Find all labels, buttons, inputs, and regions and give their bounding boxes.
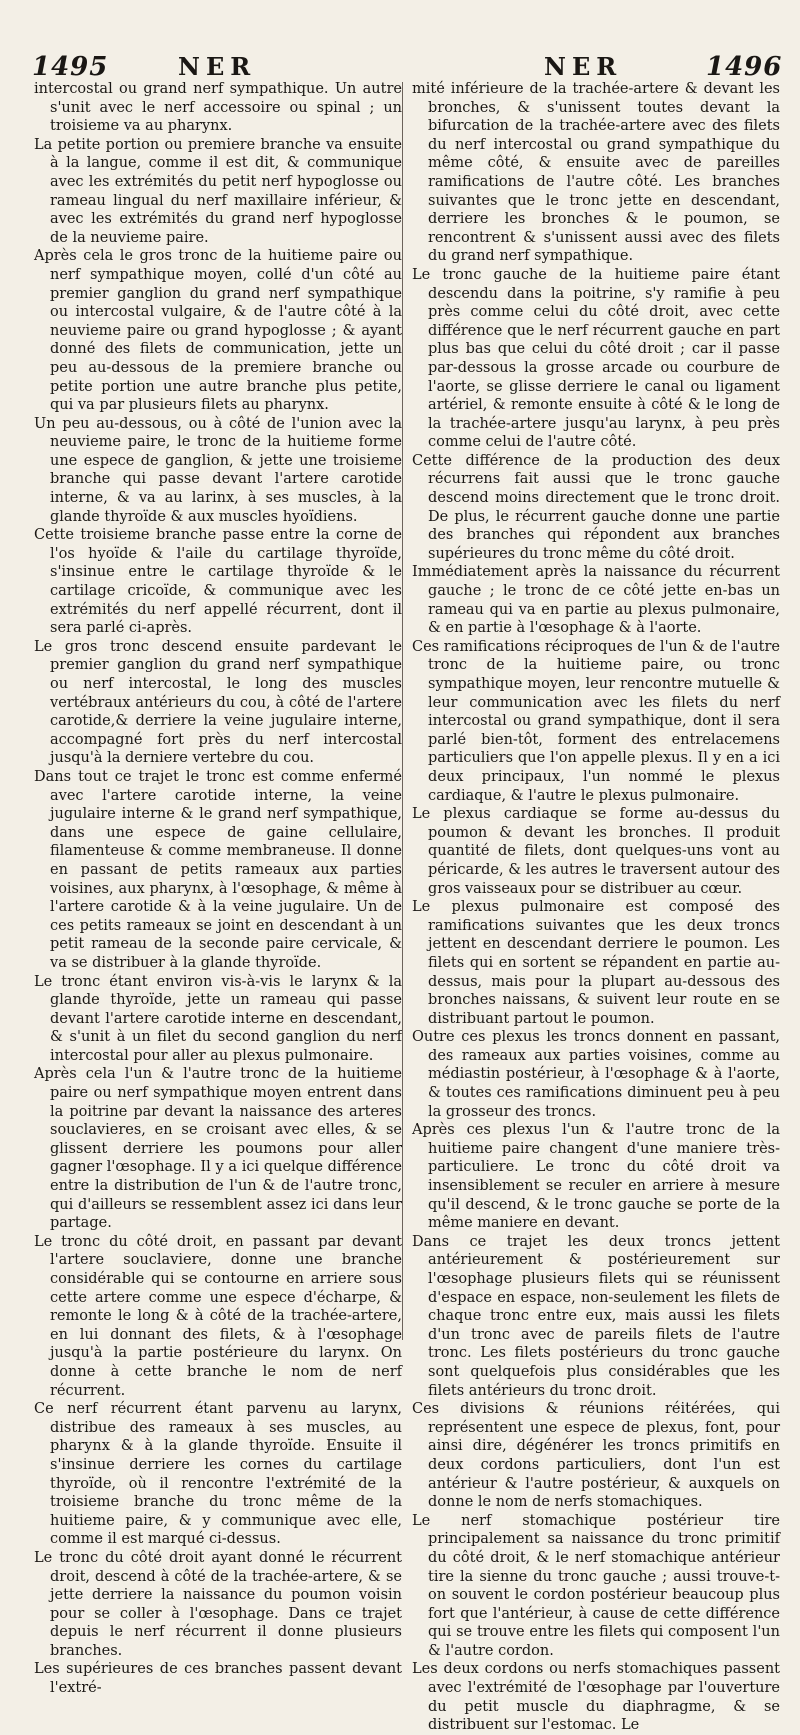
paragraph: Le nerf stomachique postérieur tire principalement sa naissance du tronc primitif du côté droit, & le nerf stomachique antérieur tire la sienne du tronc gauche ; aussi trouve-t-on souvent le cordon postérieur beaucoup plus fort que l'antérieur, à cause de cette différence qui se trouve entre les filets qui composent l'un & l'autre cordon.: [412, 1512, 780, 1659]
paragraph: Après cela le gros tronc de la huitieme paire ou nerf sympathique moyen, collé d'un côté au premier ganglion du grand nerf sympathique ou intercostal vulgaire, & de l'autre côté à la neuvieme paire ou grand hypoglosse ; & ayant donné des filets de communication, jette un peu au-dessous de la premiere branche ou petite portion une autre branche plus petite, qui va par plusieurs filets au pharynx.: [34, 248, 402, 414]
paragraph: Outre ces plexus les troncs donnent en passant, des rameaux aux parties voisines, comme au médiastin postérieur, à l'œsophage & à l'aorte, & toutes ces ramifications diminuent peu à peu la grosseur des troncs.: [412, 1029, 780, 1120]
paragraph: Le tronc étant environ vis-à-vis le larynx & la glande thyroïde, jette un rameau qui passe devant l'artere carotide interne en descendant, & s'unit à un filet du second ganglion du nerf intercostal pour aller au plexus pulmonaire.: [34, 973, 402, 1064]
paragraph: Dans ce trajet les deux troncs jettent antérieurement & postérieurement sur l'œsophage plusieurs filets qui se réunissent d'espace en espace, non-seulement les filets de chaque tronc entre eux, mais aussi les filets d'un tronc avec de pareils filets de l'autre tronc. Les filets postérieurs du tronc gauche sont quelquefois plus considérables que les filets antérieurs du tronc droit.: [412, 1233, 780, 1399]
paragraph: Un peu au-dessous, ou à côté de l'union avec la neuvieme paire, le tronc de la huitieme forme une espece de ganglion, & jette une troisieme branche qui passe devant l'artere carotide interne, & va au larinx, à ses muscles, à la glande thyroïde & aux muscles hyoïdiens.: [34, 415, 402, 525]
paragraph: Le gros tronc descend ensuite pardevant le premier ganglion du grand nerf sympathique ou nerf intercostal, le long des muscles vertébraux antérieurs du cou, à côté de l'artere carotide,& derriere la veine jugulaire interne, accompagné fort près du nerf intercostal jusqu'à la derniere vertebre du cou.: [34, 638, 402, 767]
paragraph: Ce nerf récurrent étant parvenu au larynx, distribue des rameaux à ses muscles, au pharynx & à la glande thyroïde. Ensuite il s'insinue derriere les cornes du cartilage thyroïde, où il rencontre l'extrémité de la troisieme branche du tronc même de la huitieme paire, & y communique avec elle, comme il est marqué ci-dessus.: [34, 1401, 402, 1548]
paragraph: Le plexus cardiaque se forme au-dessus du poumon & devant les bronches. Il produit quantité de filets, dont quelques-uns vont au péricarde, & les autres le traversent autour des gros vaisseaux pour se distribuer au cœur.: [412, 806, 780, 897]
paragraph: intercostal ou grand nerf sympathique. Un autre s'unit avec le nerf accessoire ou spinal ; un troisieme va au pharynx.: [34, 81, 402, 135]
left-running-head: NER: [178, 52, 257, 81]
paragraph: Après cela l'un & l'autre tronc de la huitieme paire ou nerf sympathique moyen entrent dans la poitrine par devant la naissance des arteres souclavieres, en se croisant avec elles, & se glissent derriere les poumons pour aller gagner l'œsophage. Il y a ici quelque différence entre la distribution de l'un & de l'autre tronc, qui d'ailleurs se ressemblent assez ici dans leur partage.: [34, 1066, 402, 1232]
right-page-number: 1496: [706, 52, 783, 82]
left-column: [34, 80, 402, 1697]
column-divider: [402, 82, 403, 1340]
paragraph: Le plexus pulmonaire est composé des ramifications suivantes que les deux troncs jettent en descendant derriere le poumon. Les filets qui en sortent se répandent en partie au-dessus, mais pour la plupart au-dessous des bronches naissans, & suivent leur route en se distribuant partout le poumon.: [412, 899, 780, 1027]
paragraph: Cette différence de la production des deux récurrens fait aussi que le tronc gauche descend moins directement que le tronc droit. De plus, le récurrent gauche donne une partie des branches qui répondent aux branches supérieures du tronc même du côté droit.: [412, 452, 780, 562]
paragraph: Cette troisieme branche passe entre la corne de l'os hyoïde & l'aile du cartilage thyroïde, s'insinue entre le cartilage thyroïde & le cartilage cricoïde, & communique avec les extrémités du nerf appellé récurrent, dont il sera parlé ci-après.: [34, 527, 402, 637]
paragraph: Après ces plexus l'un & l'autre tronc de la huitieme paire changent d'une maniere très-particuliere. Le tronc du côté droit va insensiblement se reculer en arriere à mesure qu'il descend, & le tronc gauche se porte de la même maniere en devant.: [412, 1122, 780, 1232]
paragraph: Le tronc du côté droit, en passant par devant l'artere souclaviere, donne une branche considérable qui se contourne en arriere sous cette artere comme une espece d'écharpe, & remonte le long & à côté de la trachée-artere, en lui donnant des filets, & à l'œsophage jusqu'à la partie postérieure du larynx. On donne à cette branche le nom de nerf récurrent.: [34, 1233, 402, 1399]
paragraph: Les supérieures de ces branches passent devant l'extré-: [34, 1661, 402, 1697]
paragraph: Ces ramifications réciproques de l'un & de l'autre tronc de la huitieme paire, ou tronc sympathique moyen, leur rencontre mutuelle & leur communication avec les filets du nerf intercostal ou grand sympathique, dont il sera parlé bien-tôt, forment des entrelacemens particuliers que l'on appelle plexus. Il y en a ici deux principaux, l'un nommé le plexus cardiaque, & l'autre le plexus pulmonaire.: [412, 638, 780, 804]
right-column: [412, 80, 780, 1734]
paragraph: La petite portion ou premiere branche va ensuite à la langue, comme il est dit, & communique avec les extrémités du petit nerf hypoglosse ou rameau lingual du nerf maxillaire inférieur, & avec les extrémités du grand nerf hypoglosse de la neuvieme paire.: [34, 136, 402, 246]
paragraph: mité inférieure de la trachée-artere & devant les bronches, & s'unissent toutes devant la bifurcation de la trachée-artere avec des filets du nerf intercostal ou grand sympathique du même côté, & ensuite avec de pareilles ramifications de l'autre côté. Les branches suivantes que le tronc jette en descendant, derriere les bronches & le poumon, se rencontrent & s'unissent aussi avec des filets du grand nerf sympathique.: [412, 81, 780, 265]
paragraph: Les deux cordons ou nerfs stomachiques passent avec l'extrémité de l'œsophage par l'ouverture du petit muscle du diaphragme, & se distribuent sur l'estomac. Le: [412, 1661, 780, 1734]
left-page-number: 1495: [32, 52, 109, 82]
paragraph: Dans tout ce trajet le tronc est comme enfermé avec l'artere carotide interne, la veine jugulaire interne & le grand nerf sympathique, dans une espece de gaine cellulaire, filamenteuse & comme membraneuse. Il donne en passant de petits rameaux aux parties voisines, aux pharynx, à l'œsophage, & même à l'artere carotide & à la veine jugulaire. Un de ces petits rameaux se joint en descendant à un petit rameau de la seconde paire cervicale, & va se distribuer à la glande thyroïde.: [34, 768, 402, 971]
paragraph: Immédiatement après la naissance du récurrent gauche ; le tronc de ce côté jette en-bas un rameau qui va en partie au plexus pulmonaire, & en partie à l'œsophage & à l'aorte.: [412, 564, 780, 637]
right-running-head: NER: [544, 52, 623, 81]
paragraph: Le tronc du côté droit ayant donné le récurrent droit, descend à côté de la trachée-artere, & se jette derriere la naissance du poumon voisin pour se coller à l'œsophage. Dans ce trajet depuis le nerf récurrent il donne plusieurs branches.: [34, 1549, 402, 1659]
paragraph: Ces divisions & réunions réitérées, qui représentent une espece de plexus, font, pour ainsi dire, dégénérer les troncs primitifs en deux cordons particuliers, dont l'un est antérieur & l'autre postérieur, & auxquels on donne le nom de nerfs stomachiques.: [412, 1401, 780, 1511]
paragraph: Le tronc gauche de la huitieme paire étant descendu dans la poitrine, s'y ramifie à peu près comme celui du côté droit, avec cette différence que le nerf récurrent gauche en part plus bas que celui du côté droit ; car il passe par-dessous la grosse arcade ou courbure de l'aorte, se glisse derriere le canal ou ligament artériel, & remonte ensuite à côté & le long de la trachée-artere jusqu'au larynx, à peu près comme celui de l'autre côté.: [412, 266, 780, 451]
